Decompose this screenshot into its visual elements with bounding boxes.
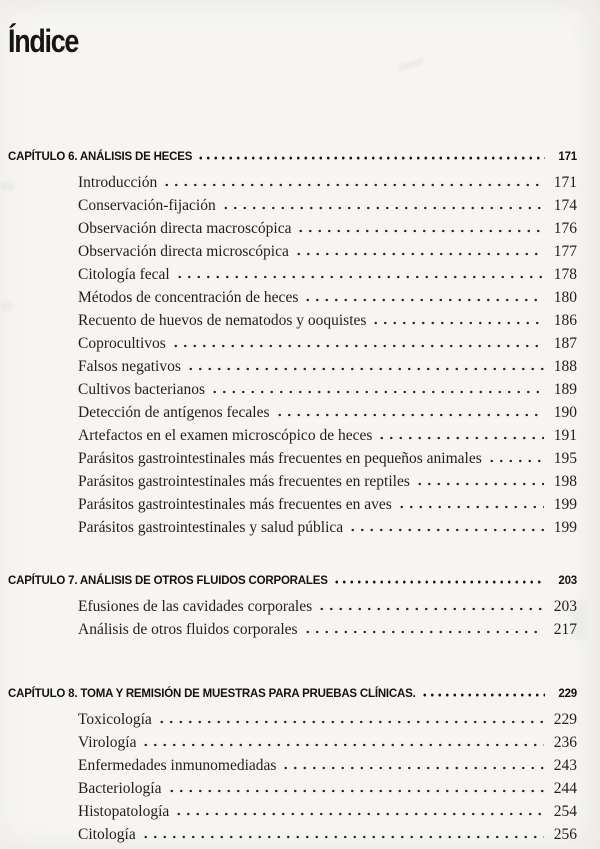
dot-leader bbox=[421, 693, 545, 697]
dot-leader bbox=[186, 367, 544, 371]
chapter-page-number: 229 bbox=[558, 687, 577, 701]
entry-label: Cultivos bacterianos bbox=[78, 381, 205, 398]
entry-label: Parásitos gastrointestinales más frecuentes en pequeños animales bbox=[78, 450, 482, 467]
toc-entry-row bbox=[8, 424, 577, 447]
entry-label: Histopatología bbox=[78, 803, 170, 820]
dot-leader bbox=[333, 580, 545, 584]
chapter-entries bbox=[8, 595, 577, 641]
chapter-heading-label: CAPÍTULO 8. TOMA Y REMISIÓN DE MUESTRAS PARA PRUEBAS CLÍNICAS. bbox=[8, 687, 416, 701]
chapter-page-number: 203 bbox=[558, 574, 577, 588]
entry-page-number: 176 bbox=[553, 220, 577, 237]
chapter-entries bbox=[8, 171, 577, 539]
entry-page-number: 244 bbox=[553, 780, 577, 797]
toc-entry-row bbox=[8, 708, 577, 731]
entry-page-number: 254 bbox=[553, 803, 577, 820]
entry-label: Parásitos gastrointestinales y salud pública bbox=[78, 519, 344, 536]
chapter-heading-row bbox=[8, 147, 577, 168]
entry-label: Recuento de huevos de nematodos y ooquistes bbox=[78, 312, 367, 329]
entry-label: Parásitos gastrointestinales más frecuentes en reptiles bbox=[78, 473, 410, 490]
entry-page-number: 174 bbox=[553, 197, 577, 214]
entry-label: Efusiones de las cavidades corporales bbox=[78, 598, 313, 615]
dot-leader bbox=[294, 252, 544, 256]
chapter-entries bbox=[8, 708, 577, 846]
toc bbox=[8, 148, 577, 846]
entry-label: Artefactos en el examen microscópico de heces bbox=[78, 427, 373, 444]
toc-entry-row bbox=[8, 754, 577, 777]
toc-entry-row bbox=[8, 378, 577, 401]
dot-leader bbox=[377, 436, 544, 440]
toc-entry-row bbox=[8, 240, 577, 263]
page-title: Índice bbox=[8, 23, 79, 60]
entry-page-number: 198 bbox=[553, 473, 577, 490]
toc-entry-row bbox=[8, 800, 577, 823]
dot-leader bbox=[171, 344, 544, 348]
dot-leader bbox=[275, 413, 544, 417]
dot-leader bbox=[167, 789, 545, 793]
toc-entry-row bbox=[8, 595, 577, 618]
toc-entry-row bbox=[8, 263, 577, 286]
entry-label: Falsos negativos bbox=[78, 358, 181, 375]
entry-page-number: 186 bbox=[553, 312, 577, 329]
dot-leader bbox=[197, 156, 545, 160]
entry-label: Métodos de concentración de heces bbox=[78, 289, 299, 306]
entry-page-number: 243 bbox=[553, 757, 577, 774]
dot-leader bbox=[157, 720, 544, 724]
toc-entry-row bbox=[8, 618, 577, 641]
toc-entry-row bbox=[8, 777, 577, 800]
entry-label: Análisis de otros fluidos corporales bbox=[78, 621, 298, 638]
dot-leader bbox=[303, 298, 544, 302]
entry-page-number: 203 bbox=[553, 598, 577, 615]
entry-label: Conservación-fijación bbox=[78, 197, 216, 214]
chapter-heading-row bbox=[8, 684, 577, 705]
toc-chapter bbox=[8, 572, 577, 641]
entry-label: Observación directa macroscópica bbox=[78, 220, 292, 237]
toc-entry-row bbox=[8, 217, 577, 240]
entry-page-number: 177 bbox=[553, 243, 577, 260]
toc-entry-row bbox=[8, 470, 577, 493]
entry-page-number: 187 bbox=[553, 335, 577, 352]
toc-entry-row bbox=[8, 309, 577, 332]
entry-page-number: 256 bbox=[553, 826, 577, 843]
entry-page-number: 199 bbox=[553, 519, 577, 536]
toc-chapter bbox=[8, 148, 577, 539]
dot-leader bbox=[175, 275, 544, 279]
entry-label: Observación directa microscópica bbox=[78, 243, 289, 260]
entry-page-number: 171 bbox=[553, 174, 577, 191]
dot-leader bbox=[415, 482, 544, 486]
dot-leader bbox=[371, 321, 544, 325]
toc-entry-row bbox=[8, 194, 577, 217]
entry-page-number: 217 bbox=[553, 621, 577, 638]
entry-page-number: 191 bbox=[553, 427, 577, 444]
entry-page-number: 190 bbox=[553, 404, 577, 421]
entry-label: Enfermedades inmunomediadas bbox=[78, 757, 277, 774]
dot-leader bbox=[296, 229, 544, 233]
dot-leader bbox=[221, 206, 544, 210]
dot-leader bbox=[174, 812, 544, 816]
entry-label: Introducción bbox=[78, 174, 158, 191]
entry-page-number: 189 bbox=[553, 381, 577, 398]
toc-entry-row bbox=[8, 401, 577, 424]
entry-label: Virología bbox=[78, 734, 137, 751]
scan-artifact bbox=[398, 58, 424, 71]
dot-leader bbox=[397, 505, 544, 509]
chapter-heading-label: CAPÍTULO 7. ANÁLISIS DE OTROS FLUIDOS CORPORALES bbox=[8, 574, 328, 588]
toc-entry-row bbox=[8, 332, 577, 355]
entry-page-number: 195 bbox=[553, 450, 577, 467]
entry-label: Citología bbox=[78, 826, 136, 843]
dot-leader bbox=[210, 390, 544, 394]
toc-entry-row bbox=[8, 171, 577, 194]
entry-page-number: 178 bbox=[553, 266, 577, 283]
chapter-page-number: 171 bbox=[558, 150, 577, 164]
toc-chapter bbox=[8, 685, 577, 846]
entry-page-number: 229 bbox=[553, 711, 577, 728]
dot-leader bbox=[317, 607, 544, 611]
toc-entry-row bbox=[8, 447, 577, 470]
entry-page-number: 188 bbox=[553, 358, 577, 375]
toc-entry-row bbox=[8, 731, 577, 754]
entry-label: Coprocultivos bbox=[78, 335, 166, 352]
entry-label: Detección de antígenos fecales bbox=[78, 404, 270, 421]
entry-label: Bacteriología bbox=[78, 780, 162, 797]
entry-label: Citología fecal bbox=[78, 266, 170, 283]
toc-entry-row bbox=[8, 286, 577, 309]
entry-page-number: 199 bbox=[553, 496, 577, 513]
dot-leader bbox=[141, 835, 544, 839]
toc-entry-row bbox=[8, 355, 577, 378]
dot-leader bbox=[141, 743, 544, 747]
entry-page-number: 236 bbox=[553, 734, 577, 751]
chapter-heading-label: CAPÍTULO 6. ANÁLISIS DE HECES bbox=[8, 150, 193, 164]
entry-page-number: 180 bbox=[553, 289, 577, 306]
dot-leader bbox=[487, 459, 544, 463]
toc-entry-row bbox=[8, 493, 577, 516]
dot-leader bbox=[162, 183, 544, 187]
toc-entry-row bbox=[8, 823, 577, 846]
entry-label: Toxicología bbox=[78, 711, 152, 728]
chapter-heading-row bbox=[8, 571, 577, 592]
dot-leader bbox=[281, 766, 544, 770]
dot-leader bbox=[303, 630, 544, 634]
entry-label: Parásitos gastrointestinales más frecuentes en aves bbox=[78, 496, 392, 513]
toc-entry-row bbox=[8, 516, 577, 539]
dot-leader bbox=[348, 528, 544, 532]
